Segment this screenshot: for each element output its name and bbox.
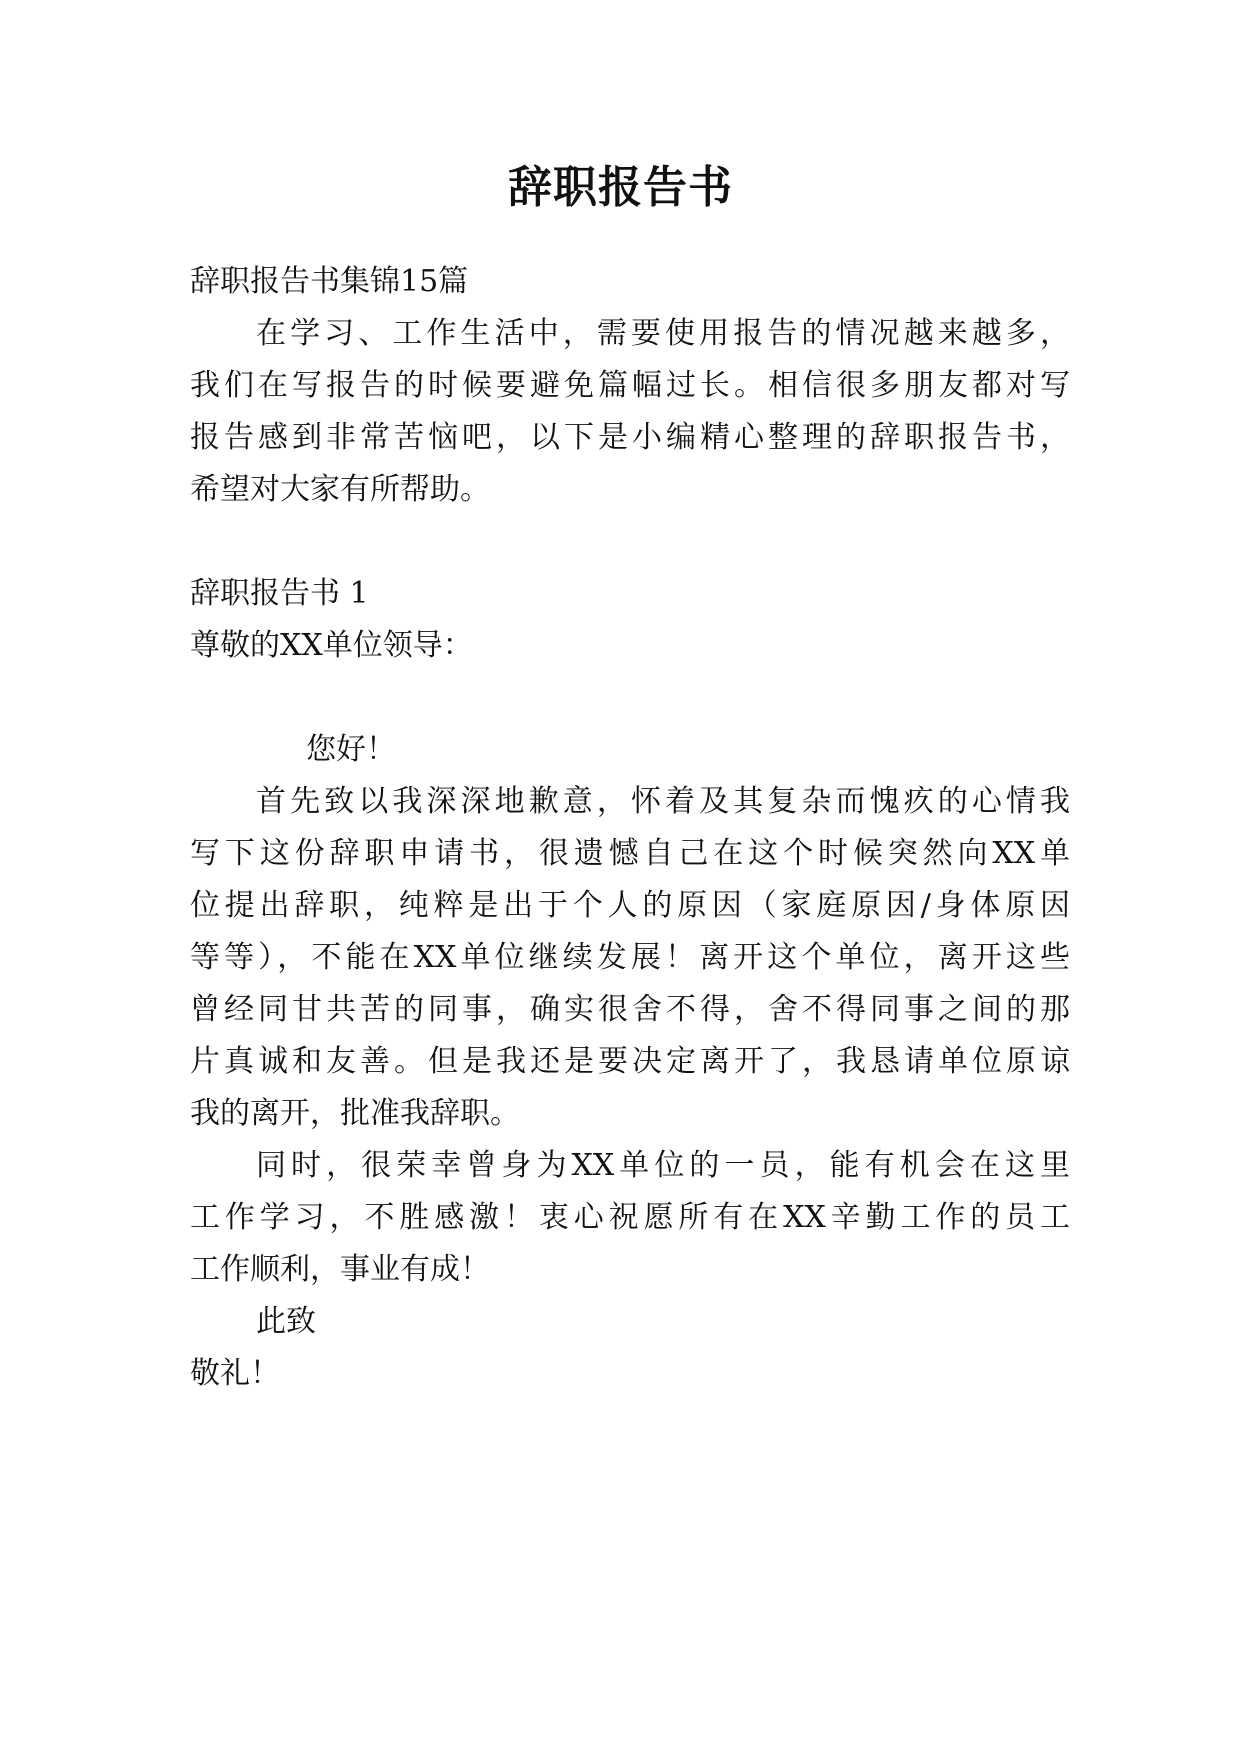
para1-line-3: 位提出辞职，纯粹是出于个人的原因（家庭原因/身体原因 [190, 888, 1070, 923]
para2-line-1: 同时，很荣幸曾身为XX单位的一员，能有机会在这里 [256, 1148, 1070, 1183]
para2-line-2: 工作学习，不胜感激！衷心祝愿所有在XX辛勤工作的员工 [190, 1200, 1070, 1235]
para1-line-7: 我的离开，批准我辞职。 [190, 1096, 520, 1131]
para2-line-3: 工作顺利，事业有成！ [190, 1252, 490, 1287]
para1-line-6: 片真诚和友善。但是我还是要决定离开了，我恳请单位原谅 [190, 1044, 1070, 1079]
para1-line-1: 首先致以我深深地歉意，怀着及其复杂而愧疚的心情我 [256, 784, 1070, 819]
document-subtitle: 辞职报告书集锦15篇 [190, 264, 469, 299]
document-title: 辞职报告书 [508, 162, 733, 213]
section-heading: 辞职报告书 1 [190, 576, 369, 611]
para1-line-4: 等等），不能在XX单位继续发展！离开这个单位，离开这些 [190, 940, 1070, 975]
intro-line-4: 希望对大家有所帮助。 [190, 472, 490, 507]
para1-line-5: 曾经同甘共苦的同事，确实很舍不得，舍不得同事之间的那 [190, 992, 1070, 1027]
intro-line-2: 我们在写报告的时候要避免篇幅过长。相信很多朋友都对写 [190, 368, 1070, 403]
closing-line-1: 此致 [256, 1304, 316, 1339]
para1-line-2: 写下这份辞职申请书，很遗憾自己在这个时候突然向XX单 [190, 836, 1070, 871]
intro-line-1: 在学习、工作生活中，需要使用报告的情况越来越多， [256, 316, 1070, 351]
closing-line-2: 敬礼！ [190, 1356, 280, 1391]
intro-line-3: 报告感到非常苦恼吧，以下是小编精心整理的辞职报告书， [190, 420, 1070, 455]
salutation: 尊敬的XX单位领导： [190, 628, 473, 663]
greeting: 您好！ [306, 732, 396, 767]
